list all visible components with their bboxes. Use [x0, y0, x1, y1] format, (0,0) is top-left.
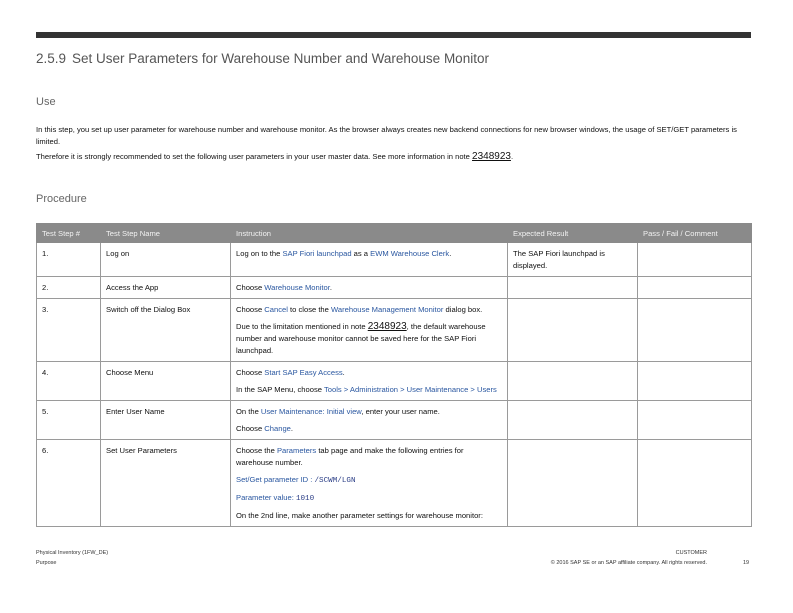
instruction-para: [236, 423, 502, 435]
header-pass-fail: Pass / Fail / Comment: [638, 224, 752, 243]
instruction-text: as a: [351, 249, 371, 258]
instruction-text: tab page and make the following entries for warehouse number.: [236, 446, 464, 467]
instruction-para: [236, 492, 502, 505]
instruction-para: On the 2nd line, make another parameter settings for warehouse monitor:: [236, 511, 483, 520]
instruction-term: Cancel: [264, 305, 288, 314]
instruction-term: Tools > Administration > User Maintenance > Users: [323, 385, 497, 394]
instruction-para: [236, 304, 502, 316]
instruction-term: User Maintenance: Initial view: [260, 407, 362, 416]
step-number: 4.: [37, 362, 101, 401]
step-number: 2.: [37, 277, 101, 299]
instruction-text: .: [329, 283, 332, 292]
step-number: 3.: [37, 299, 101, 362]
step-instruction: [231, 277, 508, 299]
instruction-text: dialog box.: [443, 305, 483, 314]
instruction-text: Choose the: [236, 446, 277, 455]
instruction-text: Due to the limitation mentioned in note: [236, 322, 368, 331]
instruction-text: On the: [236, 407, 261, 416]
step-number: 6.: [37, 440, 101, 527]
instruction-para: [236, 321, 502, 357]
use-paragraph-2: [36, 151, 751, 163]
pass-fail-comment[interactable]: [638, 299, 752, 362]
pass-fail-comment[interactable]: [638, 440, 752, 527]
instruction-text: In the SAP Menu, choose: [236, 385, 324, 394]
section-title-text: Set User Parameters for Warehouse Number and Warehouse Monitor: [72, 51, 489, 66]
table-row: [37, 401, 752, 440]
footer-copyright: © 2016 SAP SE or an SAP affiliate company. All rights reserved.: [550, 560, 707, 566]
instruction-term: Parameters: [276, 446, 317, 455]
table-row: [37, 277, 752, 299]
instruction-text: Log on to the: [236, 249, 283, 258]
instruction-text: , enter your user name.: [361, 407, 440, 416]
step-name: Choose Menu: [101, 362, 231, 401]
step-instruction: [231, 299, 508, 362]
table-row: [37, 299, 752, 362]
section-number: 2.5.9: [36, 51, 67, 66]
instruction-para: [236, 445, 502, 469]
procedure-table: [36, 223, 752, 527]
instruction-term: Warehouse Management Monitor: [331, 305, 444, 314]
instruction-para: [236, 384, 502, 396]
step-name: Log on: [101, 243, 231, 277]
table-row: [37, 243, 752, 277]
step-instruction: [231, 362, 508, 401]
instruction-term: Warehouse Monitor: [264, 283, 330, 292]
expected-result: [508, 440, 638, 527]
footer-page-number: 19: [743, 560, 750, 566]
step-name: Set User Parameters: [101, 440, 231, 527]
instruction-text: .: [290, 424, 294, 433]
header-instruction: Instruction: [231, 224, 508, 243]
expected-result: The SAP Fiori launchpad is displayed.: [508, 243, 638, 277]
use-paragraph-2-end: .: [510, 152, 514, 161]
instruction-text: Choose: [236, 305, 265, 314]
parameter-id-value: /SCWM/LGN: [314, 477, 356, 485]
step-number: 5.: [37, 401, 101, 440]
note-link[interactable]: 2348923: [472, 151, 511, 162]
header-expected-result: Expected Result: [508, 224, 638, 243]
instruction-para: [236, 248, 502, 260]
step-name: Switch off the Dialog Box: [101, 299, 231, 362]
use-paragraph-1: In this step, you set up user parameter for warehouse number and warehouse monitor. As the browser always creates new backend connections for new browser windows, the usage of SET/GET parameters is limited.: [36, 125, 737, 146]
instruction-text: .: [342, 368, 345, 377]
instruction-text: Choose: [236, 283, 265, 292]
use-paragraph-2-text: Therefore it is strongly recommended to set the following user parameters in your user master data. See more information in note: [36, 152, 473, 161]
table-header-row: [37, 224, 752, 243]
pass-fail-comment[interactable]: [638, 401, 752, 440]
parameter-value: 1010: [295, 495, 315, 503]
instruction-text: .: [449, 249, 452, 258]
step-instruction: [231, 243, 508, 277]
parameter-id-label: Set/Get parameter ID :: [236, 475, 315, 484]
step-number: 1.: [37, 243, 101, 277]
instruction-term: Change: [264, 424, 291, 433]
instruction-para: [236, 282, 502, 294]
instruction-para: [236, 474, 502, 487]
top-rule: [36, 32, 751, 38]
instruction-text: , the default warehouse number and warehouse monitor cannot be saved here for the SAP Fiori launchpad.: [236, 322, 486, 355]
expected-result: [508, 277, 638, 299]
expected-result: [508, 401, 638, 440]
footer-doc-title: Physical Inventory (1FW_DE): [36, 550, 109, 556]
step-name: Access the App: [101, 277, 231, 299]
note-link[interactable]: 2348923: [367, 321, 407, 332]
instruction-text: Choose: [236, 424, 265, 433]
table-row: [37, 440, 752, 527]
instruction-term: SAP Fiori launchpad: [282, 249, 352, 258]
expected-result: [508, 362, 638, 401]
pass-fail-comment[interactable]: [638, 362, 752, 401]
footer-section: Purpose: [36, 560, 57, 566]
section-title: [36, 51, 489, 66]
instruction-text: Choose: [236, 368, 265, 377]
header-step-name: Test Step Name: [101, 224, 231, 243]
instruction-term: Start SAP Easy Access: [264, 368, 343, 377]
pass-fail-comment[interactable]: [638, 243, 752, 277]
parameter-value-label: Parameter value:: [236, 493, 296, 502]
instruction-text: to close the: [287, 305, 331, 314]
instruction-para: [236, 406, 502, 418]
instruction-para: [236, 367, 502, 379]
step-name: Enter User Name: [101, 401, 231, 440]
step-instruction: [231, 440, 508, 527]
table-row: [37, 362, 752, 401]
footer-classification: CUSTOMER: [675, 550, 707, 556]
header-step-number: Test Step #: [37, 224, 101, 243]
procedure-heading: Procedure: [36, 193, 87, 205]
pass-fail-comment[interactable]: [638, 277, 752, 299]
step-instruction: [231, 401, 508, 440]
expected-result: [508, 299, 638, 362]
use-heading: Use: [36, 96, 56, 108]
instruction-term: EWM Warehouse Clerk: [370, 249, 450, 258]
